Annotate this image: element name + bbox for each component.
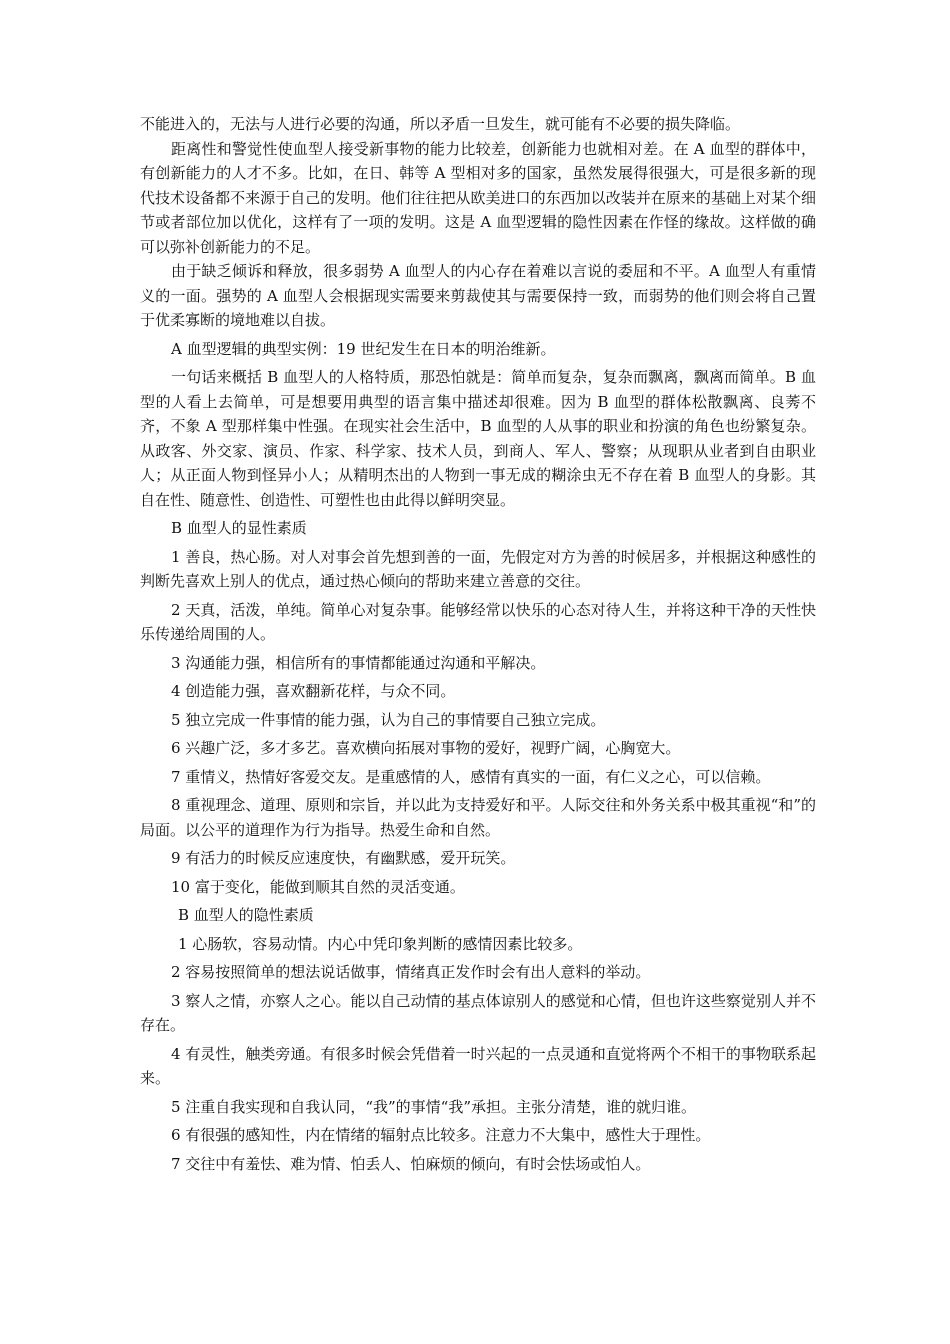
list-item: 4 有灵性，触类旁通。有很多时候会凭借着一时兴起的一点灵通和直觉将两个不相干的事物联系起来。 <box>140 1044 816 1087</box>
list-item: 2 天真，活泼，单纯。简单心对复杂事。能够经常以快乐的心态对待人生，并将这种干净的天性快乐传递给周围的人。 <box>140 600 816 643</box>
list-item: 7 交往中有羞怯、难为情、怕丢人、怕麻烦的倾向，有时会怯场或怕人。 <box>171 1154 651 1173</box>
list-item: 6 有很强的感知性，内在情绪的辐射点比较多。注意力不大集中，感性大于理性。 <box>171 1126 711 1144</box>
list-item: 3 察人之情，亦察人之心。能以自己动情的基点体谅别人的感觉和心情，但也许这些察觉别人并不存在。 <box>140 991 816 1034</box>
document-body <box>140 112 816 1176</box>
list-item: 9 有活力的时候反应速度快，有幽默感，爱开玩笑。 <box>171 849 516 867</box>
list-item: 4 创造能力强，喜欢翻新花样，与众不同。 <box>171 682 456 700</box>
list-item: 5 注重自我实现和自我认同，“我”的事情“我”承担。主张分清楚，谁的就归谁。 <box>171 1097 696 1116</box>
list-item: 2 容易按照简单的想法说话做事，情绪真正发作时会有出人意料的举动。 <box>171 963 651 981</box>
list-item: 1 心肠软，容易动情。内心中凭印象判断的感情因素比较多。 <box>178 934 583 953</box>
list-item: 3 沟通能力强，相信所有的事情都能通过沟通和平解决。 <box>171 653 546 672</box>
list-item: 6 兴趣广泛，多才多艺。喜欢横向拓展对事物的爱好，视野广阔，心胸宽大。 <box>171 739 681 757</box>
section-heading-hidden-traits: B 血型人的隐性素质 <box>178 906 314 924</box>
paragraph: 由于缺乏倾诉和释放，很多弱势 A 血型人的内心存在着难以言说的委屈和不平。A 血型人有重情义的一面。强势的 A 血型人会根据现实需要来剪裁使其与需要保持一致，而弱势的他们则会将自己置于优柔寡断的境地难以自拔。 <box>140 262 816 329</box>
list-item: 10 富于变化，能做到顺其自然的灵活变通。 <box>171 877 465 896</box>
list-item: 1 善良，热心肠。对人对事会首先想到善的一面，先假定对方为善的时候居多，并根据这种感性的判断先喜欢上别人的优点，通过热心倾向的帮助来建立善意的交往。 <box>140 547 816 590</box>
paragraph: A 血型逻辑的典型实例：19 世纪发生在日本的明治维新。 <box>171 339 556 358</box>
list-item: 7 重情义，热情好客爱交友。是重感情的人，感情有真实的一面，有仁义之心，可以信赖。 <box>171 767 771 786</box>
list-item: 5 独立完成一件事情的能力强，认为自己的事情要自己独立完成。 <box>171 710 606 729</box>
paragraph: 不能进入的，无法与人进行必要的沟通，所以矛盾一旦发生，就可能有不必要的损失降临。 <box>140 115 741 133</box>
paragraph: 一句话来概括 B 血型人的人格特质，那恐怕就是：简单而复杂，复杂而飘离，飘离而简单。B 血型的人看上去简单，可是想要用典型的语言集中描述却很难。因为 B 血型的群体松散飘离、良莠不齐，不象 A 型那样集中性强。在现实社会生活中，B 血型的人从事的职业和扮演的角色也纷繁复杂。从政客、外交家、演员、作家、科学家、技术人员，到商人、军人、警察；从现职从业者到自由职业人；从正面人物到怪异小人；从精明杰出的人物到一事无成的糊涂虫无不存在着 B 血型人的身影。其自在性、随意性、创造性、可塑性也由此得以鲜明突显。 <box>140 368 816 509</box>
section-heading-explicit-traits: B 血型人的显性素质 <box>171 519 307 537</box>
list-item: 8 重视理念、道理、原则和宗旨，并以此为支持爱好和平。人际交往和外务关系中极其重视“和”的局面。以公平的道理作为行为指导。热爱生命和自然。 <box>140 796 816 839</box>
paragraph: 距离性和警觉性使血型人接受新事物的能力比较差，创新能力也就相对差。在 A 血型的群体中，有创新能力的人才不多。比如，在日、韩等 A 型相对多的国家，虽然发展得很强大，可是很多新的现代技术设备都不来源于自己的发明。他们往往把从欧美进口的东西加以改装并在原来的基础上对某个细节或者部位加以优化，这样有了一项的发明。这是 A 血型逻辑的隐性因素在作怪的缘故。这样做的确可以弥补创新能力的不足。 <box>140 139 816 256</box>
